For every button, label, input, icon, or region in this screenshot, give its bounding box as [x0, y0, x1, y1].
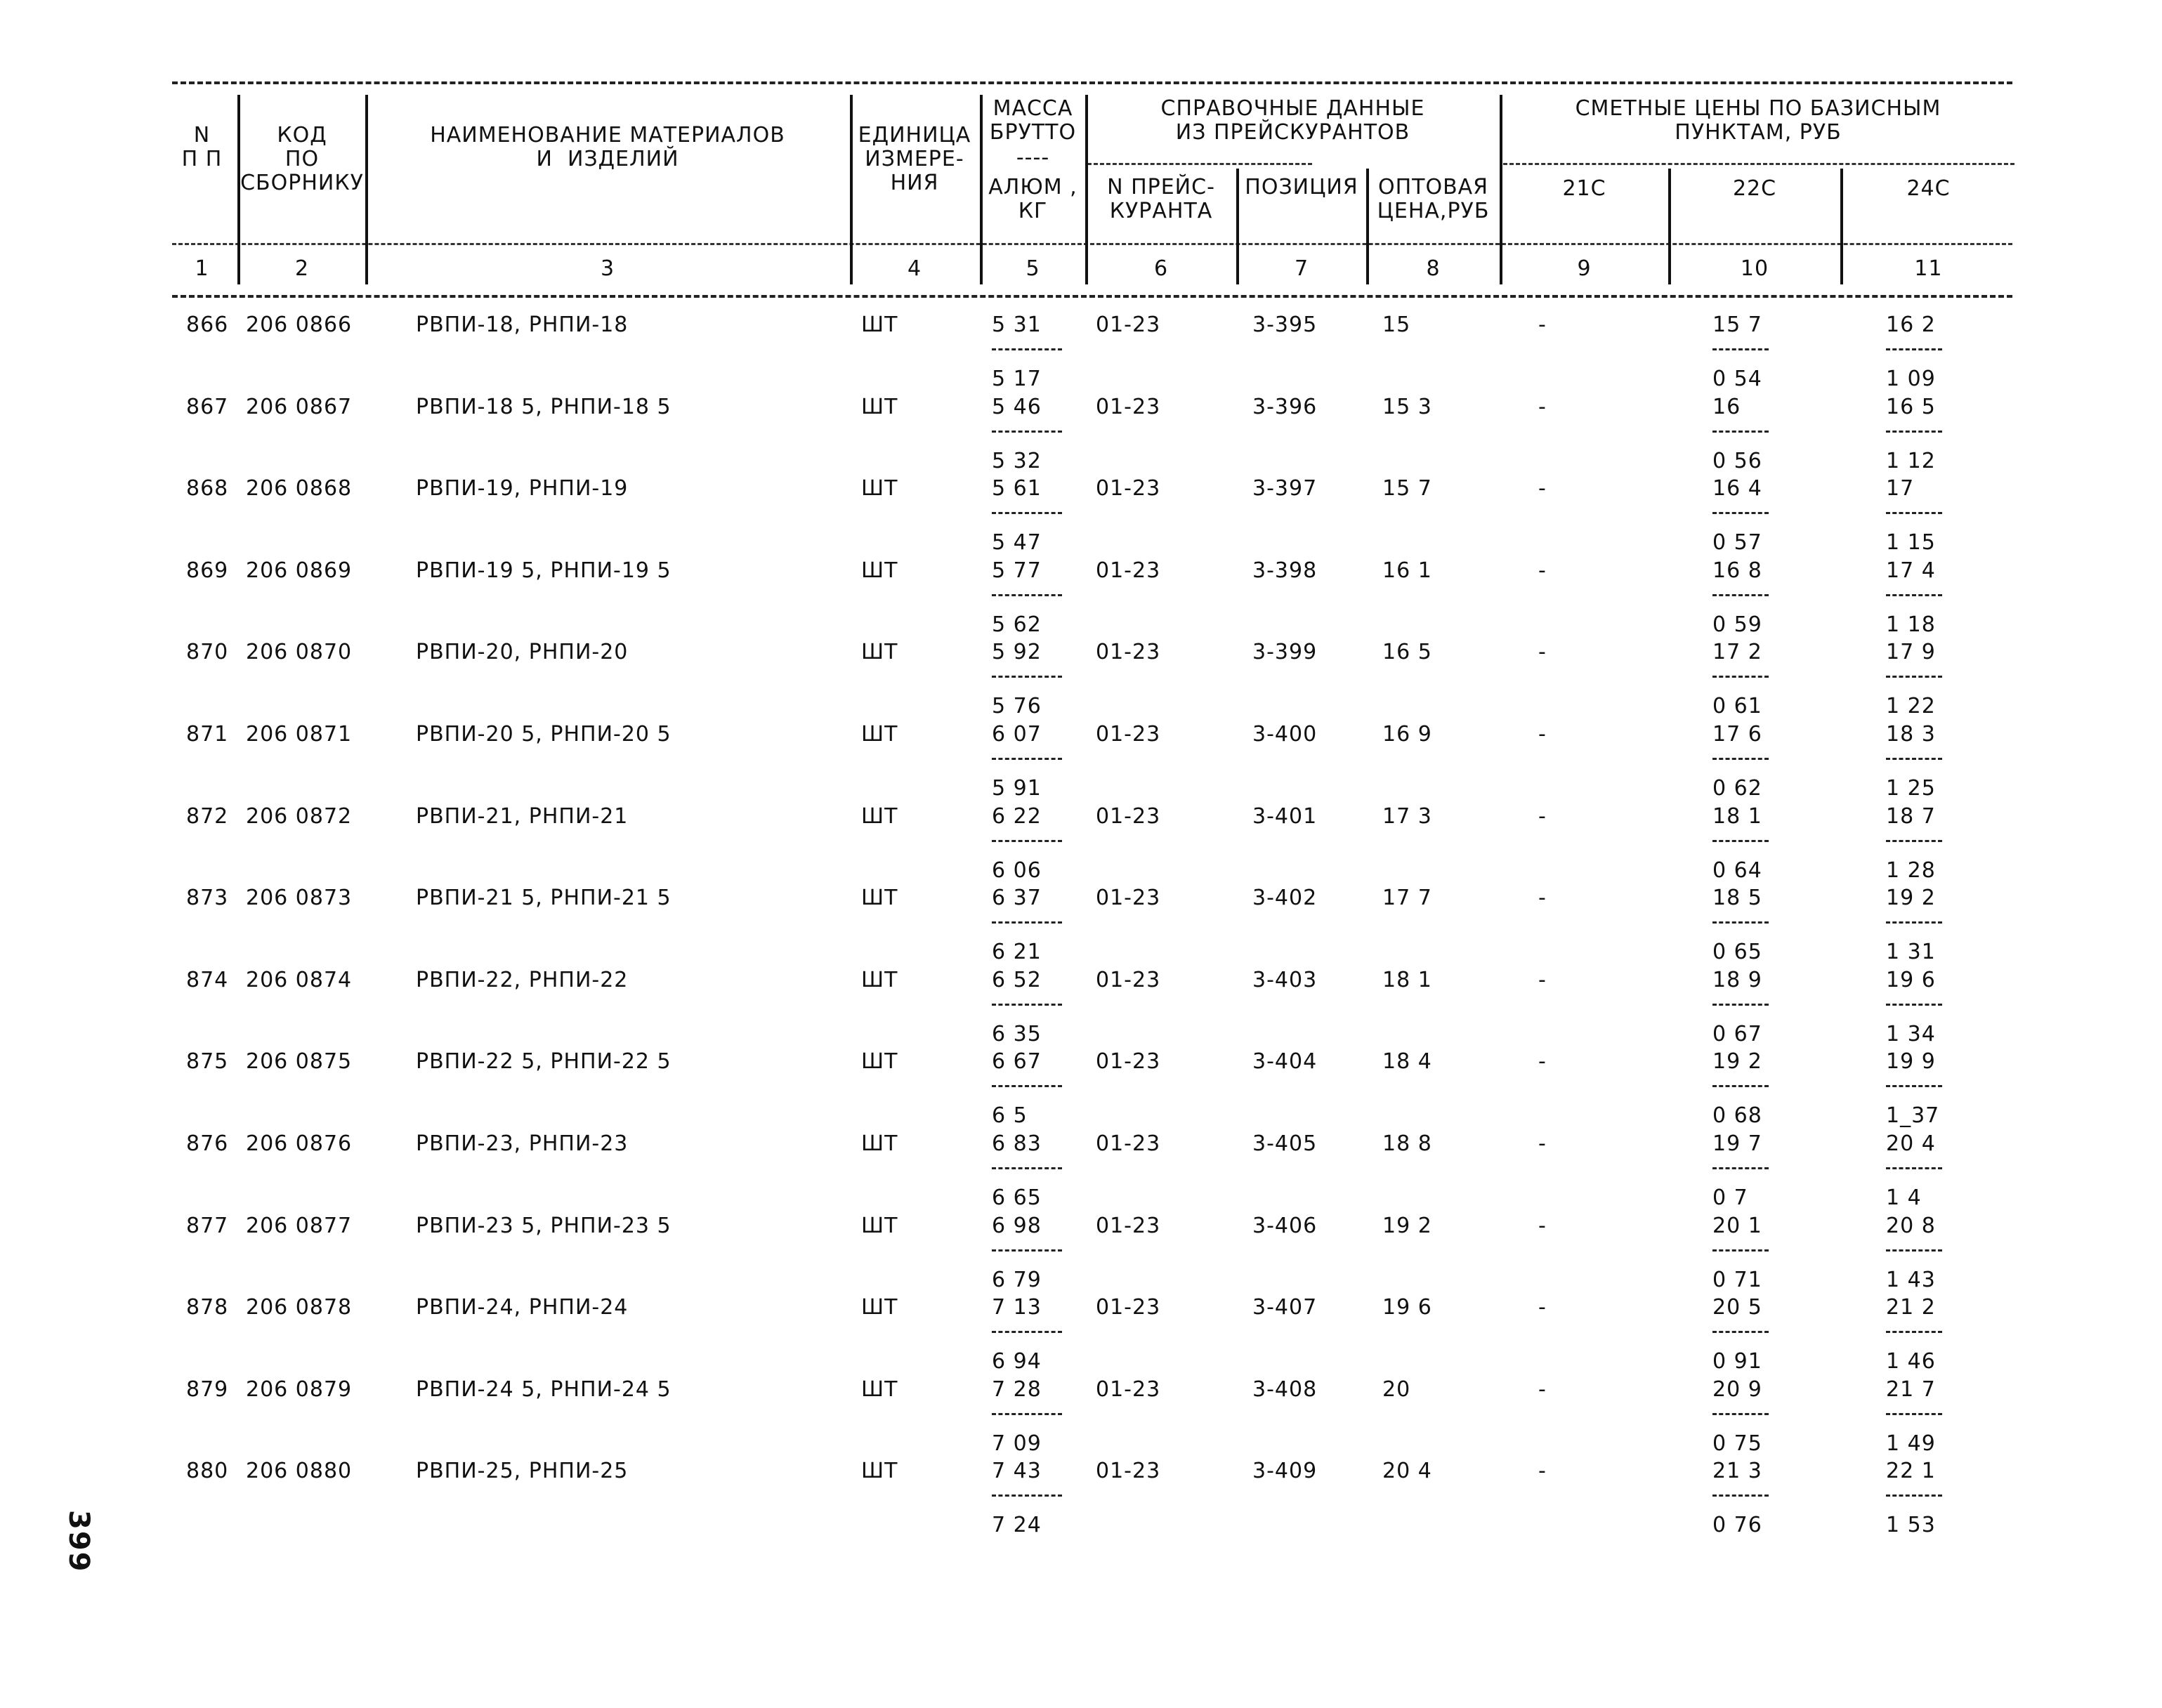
row-unit: ШТ [861, 395, 898, 419]
row-wholesale-price: 15 3 [1382, 395, 1432, 419]
row-price-22c: 15 7 [1712, 313, 1762, 337]
row-mass: 6 67 [992, 1049, 1042, 1074]
row-unit: ШТ [861, 886, 898, 910]
header-number-rule [172, 243, 2012, 245]
price-24c-fraction-line [1886, 1167, 1942, 1169]
row-price-22c: 17 2 [1712, 640, 1762, 664]
row-number: 869 [186, 558, 229, 583]
price-24c-fraction-line [1886, 840, 1942, 842]
row-price-24c-sub: 1 46 [1886, 1349, 1936, 1374]
price-22c-fraction-line [1712, 921, 1769, 924]
row-wholesale-price: 17 7 [1382, 886, 1432, 910]
colnum-1: 1 [195, 256, 209, 281]
row-code: 206 0878 [246, 1295, 353, 1320]
row-pricelist: 01-23 [1096, 313, 1161, 337]
row-mass: 5 61 [992, 476, 1042, 501]
row-price-21c: - [1538, 1214, 1547, 1238]
header-col-n: N П П [181, 123, 223, 171]
row-pricelist: 01-23 [1096, 1459, 1161, 1483]
mass-fraction-line [992, 676, 1062, 678]
row-mass: 7 28 [992, 1377, 1042, 1402]
colnum-8: 8 [1426, 256, 1441, 281]
mass-fraction-line [992, 1004, 1062, 1006]
row-code: 206 0868 [246, 476, 353, 501]
price-24c-fraction-line [1886, 1413, 1942, 1415]
row-mass-alum: 5 17 [992, 367, 1042, 391]
price-22c-fraction-line [1712, 512, 1769, 514]
header-col-name: НАИМЕНОВАНИЕ МАТЕРИАЛОВ И ИЗДЕЛИЙ [430, 123, 785, 171]
row-mass: 5 31 [992, 313, 1042, 337]
row-price-22c: 16 [1712, 395, 1741, 419]
row-code: 206 0866 [246, 313, 353, 337]
row-price-24c: 19 6 [1886, 968, 1936, 992]
row-pricelist: 01-23 [1096, 558, 1161, 583]
row-price-24c: 17 [1886, 476, 1915, 501]
row-price-22c-sub: 0 59 [1712, 612, 1762, 637]
row-wholesale-price: 18 8 [1382, 1131, 1432, 1156]
row-position: 3-409 [1252, 1459, 1318, 1483]
header-col-mass-dash: ---- [1016, 145, 1050, 170]
row-mass-alum: 7 24 [992, 1513, 1042, 1537]
mass-fraction-line [992, 1249, 1062, 1252]
row-price-21c: - [1538, 1295, 1547, 1320]
row-price-24c: 16 2 [1886, 313, 1936, 337]
price-24c-fraction-line [1886, 594, 1942, 596]
row-wholesale-price: 20 4 [1382, 1459, 1432, 1483]
row-price-22c: 20 5 [1712, 1295, 1762, 1320]
row-price-24c-sub: 1 4 [1886, 1185, 1922, 1210]
row-price-24c-sub: 1 28 [1886, 858, 1936, 883]
row-name: РВПИ-20 5, РНПИ-20 5 [416, 722, 671, 747]
row-price-21c: - [1538, 313, 1547, 337]
sep-2 [365, 95, 368, 284]
row-wholesale-price: 19 2 [1382, 1214, 1432, 1238]
header-col-position: ПОЗИЦИЯ [1245, 175, 1358, 199]
row-wholesale-price: 15 [1382, 313, 1411, 337]
row-price-24c-sub: 1 43 [1886, 1268, 1936, 1292]
row-pricelist: 01-23 [1096, 1377, 1161, 1402]
row-mass: 7 43 [992, 1459, 1042, 1483]
row-pricelist: 01-23 [1096, 1131, 1161, 1156]
row-price-24c: 19 9 [1886, 1049, 1936, 1074]
mass-fraction-line [992, 431, 1062, 433]
row-mass-alum: 6 79 [992, 1268, 1042, 1292]
price-22c-fraction-line [1712, 1331, 1769, 1333]
header-col-pricelist: N ПРЕЙС- КУРАНТА [1107, 175, 1215, 223]
row-price-22c-sub: 0 76 [1712, 1513, 1762, 1537]
row-number: 867 [186, 395, 229, 419]
row-price-24c: 16 5 [1886, 395, 1936, 419]
row-code: 206 0873 [246, 886, 353, 910]
colnum-9: 9 [1577, 256, 1592, 281]
row-unit: ШТ [861, 968, 898, 992]
row-price-21c: - [1538, 1131, 1547, 1156]
price-24c-fraction-line [1886, 1249, 1942, 1252]
row-price-22c: 18 9 [1712, 968, 1762, 992]
row-unit: ШТ [861, 1049, 898, 1074]
mass-fraction-line [992, 1331, 1062, 1333]
header-col-mass: МАССА БРУТТО [989, 96, 1077, 145]
price-22c-fraction-line [1712, 1167, 1769, 1169]
price-22c-fraction-line [1712, 840, 1769, 842]
row-code: 206 0879 [246, 1377, 353, 1402]
row-unit: ШТ [861, 1295, 898, 1320]
row-price-21c: - [1538, 395, 1547, 419]
row-price-24c: 21 2 [1886, 1295, 1936, 1320]
row-price-21c: - [1538, 1377, 1547, 1402]
row-price-24c-sub: 1 18 [1886, 612, 1936, 637]
row-position: 3-408 [1252, 1377, 1318, 1402]
row-price-24c: 17 9 [1886, 640, 1936, 664]
colnum-2: 2 [294, 256, 310, 281]
header-col-mass-alum: АЛЮМ , КГ [988, 175, 1077, 223]
colnum-10: 10 [1740, 256, 1769, 281]
row-number: 866 [186, 313, 229, 337]
row-code: 206 0876 [246, 1131, 353, 1156]
row-wholesale-price: 20 [1382, 1377, 1411, 1402]
row-number: 876 [186, 1131, 229, 1156]
row-position: 3-402 [1252, 886, 1318, 910]
row-code: 206 0869 [246, 558, 353, 583]
row-mass-alum: 5 76 [992, 694, 1042, 718]
price-24c-fraction-line [1886, 431, 1942, 433]
row-number: 874 [186, 968, 229, 992]
row-mass-alum: 5 62 [992, 612, 1042, 637]
row-code: 206 0875 [246, 1049, 353, 1074]
row-price-24c: 21 7 [1886, 1377, 1936, 1402]
row-mass-alum: 7 09 [992, 1431, 1042, 1456]
mass-fraction-line [992, 594, 1062, 596]
price-24c-fraction-line [1886, 758, 1942, 760]
row-price-22c: 19 2 [1712, 1049, 1762, 1074]
row-price-22c-sub: 0 64 [1712, 858, 1762, 883]
mass-fraction-line [992, 1167, 1062, 1169]
row-position: 3-403 [1252, 968, 1318, 992]
row-price-24c: 20 4 [1886, 1131, 1936, 1156]
row-wholesale-price: 16 1 [1382, 558, 1432, 583]
row-price-22c: 18 5 [1712, 886, 1762, 910]
mass-fraction-line [992, 1085, 1062, 1087]
row-number: 871 [186, 722, 229, 747]
row-price-24c-sub: 1 15 [1886, 530, 1936, 555]
row-unit: ШТ [861, 640, 898, 664]
row-name: РВПИ-24, РНПИ-24 [416, 1295, 629, 1320]
mass-fraction-line [992, 1413, 1062, 1415]
row-pricelist: 01-23 [1096, 1049, 1161, 1074]
row-price-21c: - [1538, 722, 1547, 747]
row-number: 879 [186, 1377, 229, 1402]
row-name: РВПИ-21, РНПИ-21 [416, 804, 629, 829]
price-24c-fraction-line [1886, 1004, 1942, 1006]
row-price-22c: 18 1 [1712, 804, 1762, 829]
row-price-22c: 21 3 [1712, 1459, 1762, 1483]
mass-fraction-line [992, 840, 1062, 842]
row-mass-alum: 5 47 [992, 530, 1042, 555]
header-group-prices: СМЕТНЫЕ ЦЕНЫ ПО БАЗИСНЫМ ПУНКТАМ, РУБ [1575, 96, 1941, 145]
row-wholesale-price: 16 5 [1382, 640, 1432, 664]
header-col-code: КОД ПО СБОРНИКУ [240, 123, 364, 195]
row-unit: ШТ [861, 804, 898, 829]
row-pricelist: 01-23 [1096, 640, 1161, 664]
row-name: РВПИ-18 5, РНПИ-18 5 [416, 395, 671, 419]
row-name: РВПИ-20, РНПИ-20 [416, 640, 629, 664]
price-22c-fraction-line [1712, 431, 1769, 433]
row-code: 206 0871 [246, 722, 353, 747]
row-name: РВПИ-23 5, РНПИ-23 5 [416, 1214, 671, 1238]
row-price-22c: 16 8 [1712, 558, 1762, 583]
row-price-22c-sub: 0 57 [1712, 530, 1762, 555]
row-name: РВПИ-19, РНПИ-19 [416, 476, 629, 501]
row-name: РВПИ-19 5, РНПИ-19 5 [416, 558, 671, 583]
row-mass: 6 83 [992, 1131, 1042, 1156]
row-price-24c-sub: 1 53 [1886, 1513, 1936, 1537]
row-unit: ШТ [861, 313, 898, 337]
price-24c-fraction-line [1886, 1085, 1942, 1087]
row-price-22c-sub: 0 62 [1712, 776, 1762, 801]
row-unit: ШТ [861, 1214, 898, 1238]
row-number: 873 [186, 886, 229, 910]
row-code: 206 0874 [246, 968, 353, 992]
price-22c-fraction-line [1712, 594, 1769, 596]
row-price-22c: 20 1 [1712, 1214, 1762, 1238]
row-price-24c-sub: 1_37 [1886, 1103, 1940, 1128]
row-price-24c: 22 1 [1886, 1459, 1936, 1483]
colnum-4: 4 [907, 256, 922, 281]
row-pricelist: 01-23 [1096, 1295, 1161, 1320]
row-price-21c: - [1538, 1049, 1547, 1074]
header-col-21c: 21С [1562, 176, 1606, 201]
row-price-22c-sub: 0 68 [1712, 1103, 1762, 1128]
row-name: РВПИ-24 5, РНПИ-24 5 [416, 1377, 671, 1402]
price-22c-fraction-line [1712, 348, 1769, 350]
header-col-unit: ЕДИНИЦА ИЗМЕРЕ- НИЯ [858, 123, 971, 195]
price-22c-fraction-line [1712, 1413, 1769, 1415]
row-number: 880 [186, 1459, 229, 1483]
row-name: РВПИ-21 5, РНПИ-21 5 [416, 886, 671, 910]
price-22c-fraction-line [1712, 1494, 1769, 1497]
row-unit: ШТ [861, 722, 898, 747]
row-wholesale-price: 18 1 [1382, 968, 1432, 992]
row-mass: 5 92 [992, 640, 1042, 664]
row-name: РВПИ-18, РНПИ-18 [416, 313, 629, 337]
row-price-22c-sub: 0 71 [1712, 1268, 1762, 1292]
price-22c-fraction-line [1712, 676, 1769, 678]
page-number: 399 [63, 1510, 95, 1573]
row-mass-alum: 6 5 [992, 1103, 1028, 1128]
colnum-7: 7 [1294, 256, 1309, 281]
row-price-22c-sub: 0 61 [1712, 694, 1762, 718]
row-price-22c: 16 4 [1712, 476, 1762, 501]
row-price-22c-sub: 0 56 [1712, 449, 1762, 473]
row-price-24c: 18 7 [1886, 804, 1936, 829]
row-price-22c-sub: 0 67 [1712, 1022, 1762, 1046]
row-pricelist: 01-23 [1096, 1214, 1161, 1238]
row-mass: 6 07 [992, 722, 1042, 747]
row-mass-alum: 6 21 [992, 940, 1042, 964]
row-pricelist: 01-23 [1096, 968, 1161, 992]
row-position: 3-398 [1252, 558, 1318, 583]
price-24c-fraction-line [1886, 921, 1942, 924]
row-price-24c: 18 3 [1886, 722, 1936, 747]
row-number: 878 [186, 1295, 229, 1320]
row-price-24c: 17 4 [1886, 558, 1936, 583]
row-mass: 5 46 [992, 395, 1042, 419]
header-top-rule [172, 81, 2012, 84]
row-number: 872 [186, 804, 229, 829]
row-price-24c-sub: 1 31 [1886, 940, 1936, 964]
row-wholesale-price: 16 9 [1382, 722, 1432, 747]
row-mass-alum: 5 32 [992, 449, 1042, 473]
row-price-24c-sub: 1 22 [1886, 694, 1936, 718]
colnum-6: 6 [1153, 256, 1169, 281]
header-col-22c: 22С [1732, 176, 1777, 201]
price-24c-fraction-line [1886, 676, 1942, 678]
row-number: 868 [186, 476, 229, 501]
row-price-24c-sub: 1 12 [1886, 449, 1936, 473]
ref-group-rule [1087, 163, 1312, 165]
row-position: 3-404 [1252, 1049, 1318, 1074]
row-mass: 6 22 [992, 804, 1042, 829]
row-price-24c: 20 8 [1886, 1214, 1936, 1238]
row-price-21c: - [1538, 640, 1547, 664]
price-24c-fraction-line [1886, 1494, 1942, 1497]
row-position: 3-397 [1252, 476, 1318, 501]
row-mass-alum: 5 91 [992, 776, 1042, 801]
row-mass: 7 13 [992, 1295, 1042, 1320]
row-number: 870 [186, 640, 229, 664]
price-22c-fraction-line [1712, 1004, 1769, 1006]
row-position: 3-401 [1252, 804, 1318, 829]
row-price-24c-sub: 1 49 [1886, 1431, 1936, 1456]
row-position: 3-399 [1252, 640, 1318, 664]
row-position: 3-405 [1252, 1131, 1318, 1156]
row-pricelist: 01-23 [1096, 886, 1161, 910]
row-name: РВПИ-25, РНПИ-25 [416, 1459, 629, 1483]
row-price-21c: - [1538, 804, 1547, 829]
row-number: 875 [186, 1049, 229, 1074]
row-price-21c: - [1538, 1459, 1547, 1483]
row-price-21c: - [1538, 886, 1547, 910]
row-wholesale-price: 15 7 [1382, 476, 1432, 501]
row-wholesale-price: 18 4 [1382, 1049, 1432, 1074]
row-position: 3-396 [1252, 395, 1318, 419]
row-number: 877 [186, 1214, 229, 1238]
row-mass-alum: 6 35 [992, 1022, 1042, 1046]
row-unit: ШТ [861, 558, 898, 583]
row-price-22c-sub: 0 75 [1712, 1431, 1762, 1456]
colnum-5: 5 [1026, 256, 1040, 281]
row-price-22c: 17 6 [1712, 722, 1762, 747]
row-code: 206 0872 [246, 804, 353, 829]
row-name: РВПИ-22 5, РНПИ-22 5 [416, 1049, 671, 1074]
row-mass-alum: 6 06 [992, 858, 1042, 883]
row-mass-alum: 6 65 [992, 1185, 1042, 1210]
row-unit: ШТ [861, 1131, 898, 1156]
price-24c-fraction-line [1886, 348, 1942, 350]
row-price-21c: - [1538, 558, 1547, 583]
row-pricelist: 01-23 [1096, 476, 1161, 501]
row-wholesale-price: 19 6 [1382, 1295, 1432, 1320]
mass-fraction-line [992, 512, 1062, 514]
row-price-24c-sub: 1 09 [1886, 367, 1936, 391]
row-price-24c-sub: 1 34 [1886, 1022, 1936, 1046]
row-position: 3-406 [1252, 1214, 1318, 1238]
row-price-22c-sub: 0 91 [1712, 1349, 1762, 1374]
header-bottom-rule [172, 295, 2012, 298]
row-pricelist: 01-23 [1096, 395, 1161, 419]
row-name: РВПИ-22, РНПИ-22 [416, 968, 629, 992]
row-price-22c-sub: 0 65 [1712, 940, 1762, 964]
row-mass: 5 77 [992, 558, 1042, 583]
colnum-11: 11 [1914, 256, 1943, 281]
price-group-rule [1503, 163, 2014, 165]
row-mass-alum: 6 94 [992, 1349, 1042, 1374]
header-col-wholesale: ОПТОВАЯ ЦЕНА,РУБ [1377, 175, 1490, 223]
price-24c-fraction-line [1886, 1331, 1942, 1333]
row-price-22c-sub: 0 7 [1712, 1185, 1748, 1210]
row-price-22c-sub: 0 54 [1712, 367, 1762, 391]
price-22c-fraction-line [1712, 1249, 1769, 1252]
row-mass: 6 52 [992, 968, 1042, 992]
header-group-ref: СПРАВОЧНЫЕ ДАННЫЕ ИЗ ПРЕЙСКУРАНТОВ [1160, 96, 1425, 145]
mass-fraction-line [992, 758, 1062, 760]
row-position: 3-395 [1252, 313, 1318, 337]
price-22c-fraction-line [1712, 1085, 1769, 1087]
row-code: 206 0867 [246, 395, 353, 419]
row-price-21c: - [1538, 476, 1547, 501]
mass-fraction-line [992, 1494, 1062, 1497]
row-price-22c: 20 9 [1712, 1377, 1762, 1402]
header-col-24c: 24С [1906, 176, 1951, 201]
row-code: 206 0870 [246, 640, 353, 664]
row-code: 206 0877 [246, 1214, 353, 1238]
mass-fraction-line [992, 921, 1062, 924]
row-position: 3-407 [1252, 1295, 1318, 1320]
row-price-24c: 19 2 [1886, 886, 1936, 910]
row-unit: ШТ [861, 476, 898, 501]
colnum-3: 3 [600, 256, 615, 281]
price-24c-fraction-line [1886, 512, 1942, 514]
row-name: РВПИ-23, РНПИ-23 [416, 1131, 629, 1156]
mass-fraction-line [992, 348, 1062, 350]
row-pricelist: 01-23 [1096, 722, 1161, 747]
price-22c-fraction-line [1712, 758, 1769, 760]
row-wholesale-price: 17 3 [1382, 804, 1432, 829]
row-code: 206 0880 [246, 1459, 353, 1483]
row-unit: ШТ [861, 1377, 898, 1402]
row-price-24c-sub: 1 25 [1886, 776, 1936, 801]
row-position: 3-400 [1252, 722, 1318, 747]
row-mass: 6 37 [992, 886, 1042, 910]
row-pricelist: 01-23 [1096, 804, 1161, 829]
row-price-21c: - [1538, 968, 1547, 992]
row-unit: ШТ [861, 1459, 898, 1483]
row-price-22c: 19 7 [1712, 1131, 1762, 1156]
row-mass: 6 98 [992, 1214, 1042, 1238]
